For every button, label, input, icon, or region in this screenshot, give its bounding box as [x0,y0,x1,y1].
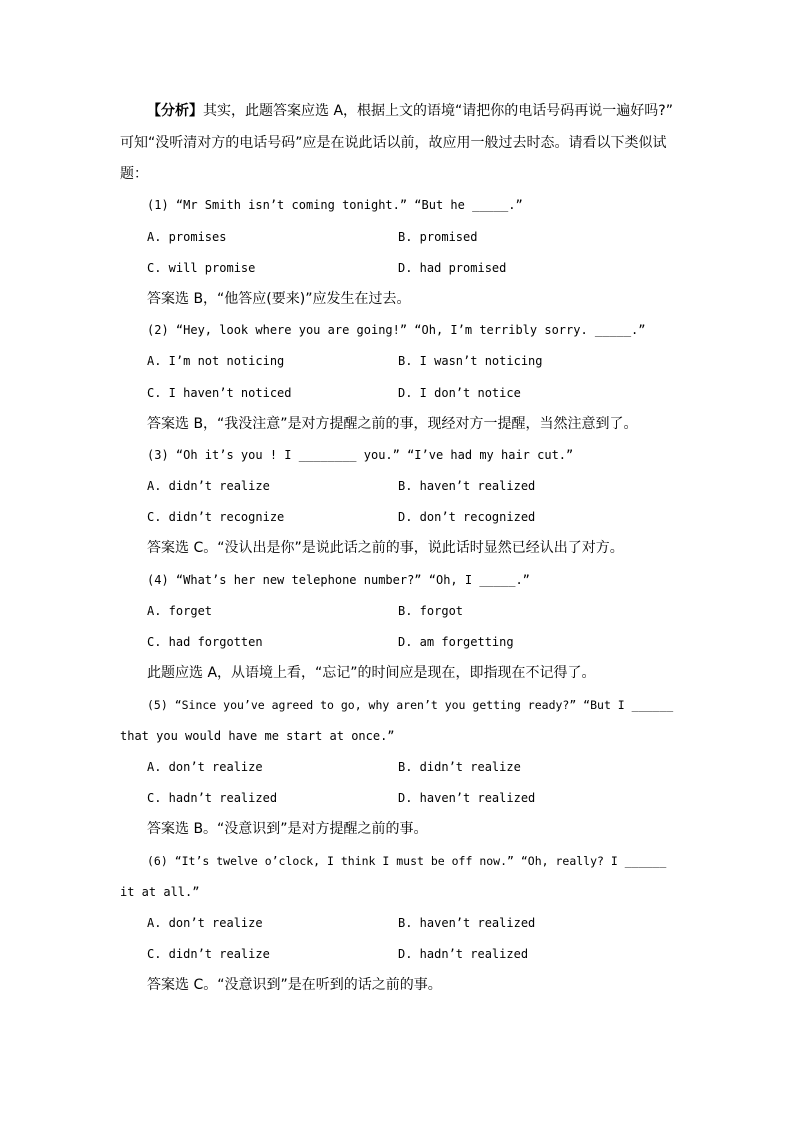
intro-line-1 [147,101,673,121]
intro-line-3: 题： [120,166,148,182]
q3-answer: 答案选 C。“没认出是你”是说此话之前的事，说此话时显然已经认出了对方。 [147,540,624,556]
q5-option-c: C. hadn’t realized [147,791,278,805]
q6-option-d: D. hadn’t realized [398,947,529,961]
q1-answer: 答案选 B，“他答应(要来)”应发生在过去。 [147,291,411,307]
q3-stem: (3) “Oh it’s you ! I ________ you.” “I’ve had my hair cut.” [147,448,574,462]
q4-option-a: A. forget [147,604,213,618]
intro-text-1: 其实，此题答案应选 A，根据上文的语境“请把你的电话号码再说一遍好吗?” [203,103,673,119]
q6-option-a: A. don’t realize [147,916,263,930]
q1-option-a: A. promises [147,230,227,244]
q4-stem: (4) “What’s her new telephone number?” “Oh, I _____.” [147,573,530,587]
q6-option-b: B. haven’t realized [398,916,536,930]
q6-answer: 答案选 C。“没意识到”是在听到的话之前的事。 [147,977,442,993]
q3-option-c: C. didn’t recognize [147,510,285,524]
q6-stem-line-2: it at all.” [120,885,200,899]
q4-option-b: B. forgot [398,604,464,618]
q2-option-a: A. I’m not noticing [147,354,285,368]
q5-option-b: B. didn’t realize [398,760,521,774]
q2-option-c: C. I haven’t noticed [147,386,292,400]
q4-option-d: D. am forgetting [398,635,514,649]
q5-option-a: A. don’t realize [147,760,263,774]
q3-option-d: D. don’t recognized [398,510,536,524]
analysis-label: 【分析】 [147,103,203,119]
q2-option-b: B. I wasn’t noticing [398,354,543,368]
q2-stem: (2) “Hey, look where you are going!” “Oh, I’m terribly sorry. _____.” [147,323,646,337]
q1-option-c: C. will promise [147,261,256,275]
q5-stem-line-2: that you would have me start at once.” [120,729,395,743]
q3-option-b: B. haven’t realized [398,479,536,493]
q5-option-d: D. haven’t realized [398,791,536,805]
q5-answer: 答案选 B。“没意识到”是对方提醒之前的事。 [147,821,428,837]
q2-option-d: D. I don’t notice [398,386,521,400]
q2-answer: 答案选 B，“我没注意”是对方提醒之前的事，现经对方一提醒，当然注意到了。 [147,416,638,432]
q5-stem-line-1: (5) “Since you’ve agreed to go, why aren’t you getting ready?” “But I ______ [147,698,674,712]
q1-option-d: D. had promised [398,261,507,275]
q6-option-c: C. didn’t realize [147,947,270,961]
intro-line-2: 可知“没听清对方的电话号码”应是在说此话以前，故应用一般过去时态。请看以下类似试 [120,135,667,151]
q4-answer: 此题应选 A，从语境上看，“忘记”的时间应是现在，即指现在不记得了。 [147,665,596,681]
q6-stem-line-1: (6) “It’s twelve o’clock, I think I must be off now.” “Oh, really? I ______ [147,854,667,868]
q4-option-c: C. had forgotten [147,635,263,649]
q3-option-a: A. didn’t realize [147,479,270,493]
q1-stem: (1) “Mr Smith isn’t coming tonight.” “But he _____.” [147,198,523,212]
q1-option-b: B. promised [398,230,478,244]
